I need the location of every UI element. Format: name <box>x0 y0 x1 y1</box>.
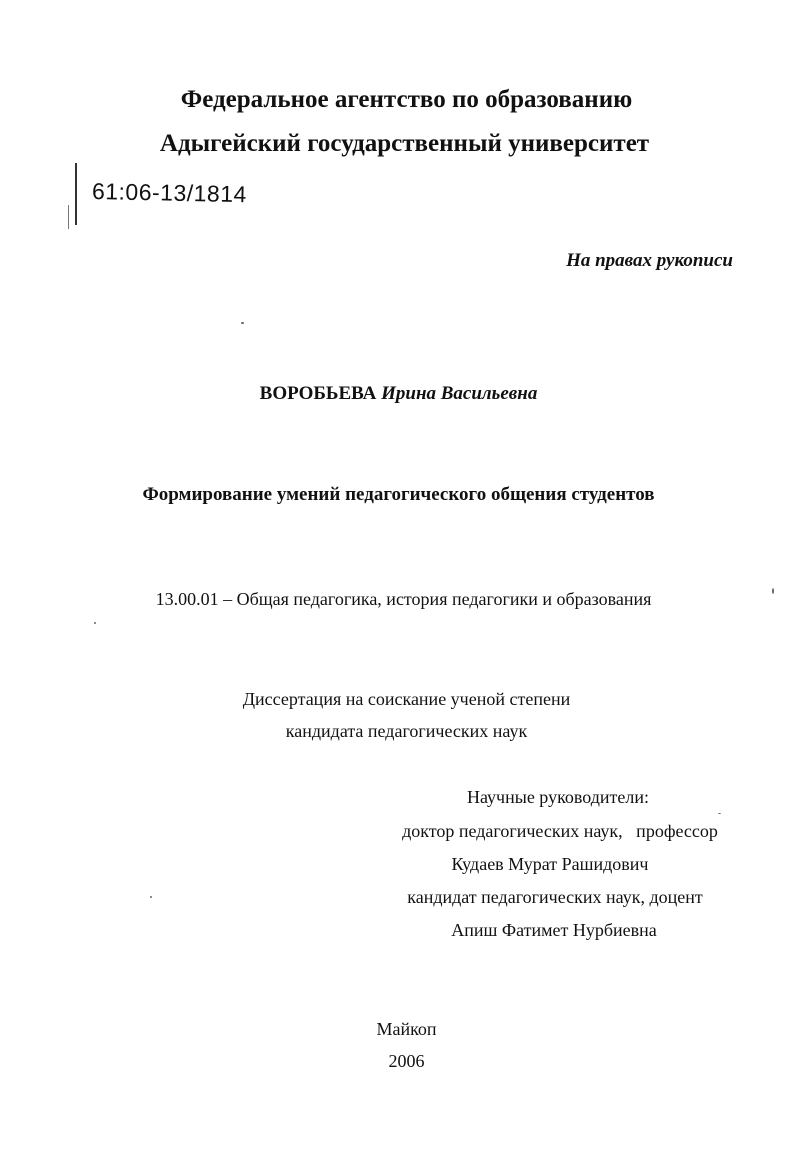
degree-line-2: кандидата педагогических наук <box>285 721 528 741</box>
university-name: Адыгейский государственный университет <box>159 130 650 157</box>
margin-mark <box>75 163 77 225</box>
author-given-names: Ирина Васильевна <box>381 383 538 404</box>
agency-name: Федеральное агентство по образованию <box>180 86 633 113</box>
supervisor-2-name: Апиш Фатимет Нурбиевна <box>451 920 657 940</box>
scan-speck <box>772 588 774 594</box>
library-stamp: 61:06-13/1814 <box>91 178 248 208</box>
year: 2006 <box>388 1051 425 1071</box>
supervisor-1-degree: доктор педагогических наук, профессор <box>402 821 718 841</box>
scan-speck <box>241 322 244 324</box>
scan-speck <box>718 813 721 814</box>
manuscript-rights: На правах рукописи <box>566 250 733 271</box>
thesis-title: Формирование умений педагогического общения студентов <box>142 484 655 505</box>
author-name <box>0 383 797 405</box>
supervisor-1-name: Кудаев Мурат Рашидович <box>451 854 649 874</box>
scan-speck <box>94 622 96 624</box>
city: Майкоп <box>376 1019 437 1039</box>
margin-mark-faint <box>68 205 69 229</box>
scan-speck <box>150 896 152 898</box>
author-surname: ВОРОБЬЕВА <box>259 383 377 404</box>
degree-line-1: Диссертация на соискание ученой степени <box>242 689 571 709</box>
specialty-code: 13.00.01 – Общая педагогика, история педагогики и образования <box>155 589 652 609</box>
supervisors-heading: Научные руководители: <box>466 787 650 807</box>
supervisor-2-degree: кандидат педагогических наук, доцент <box>407 887 703 907</box>
